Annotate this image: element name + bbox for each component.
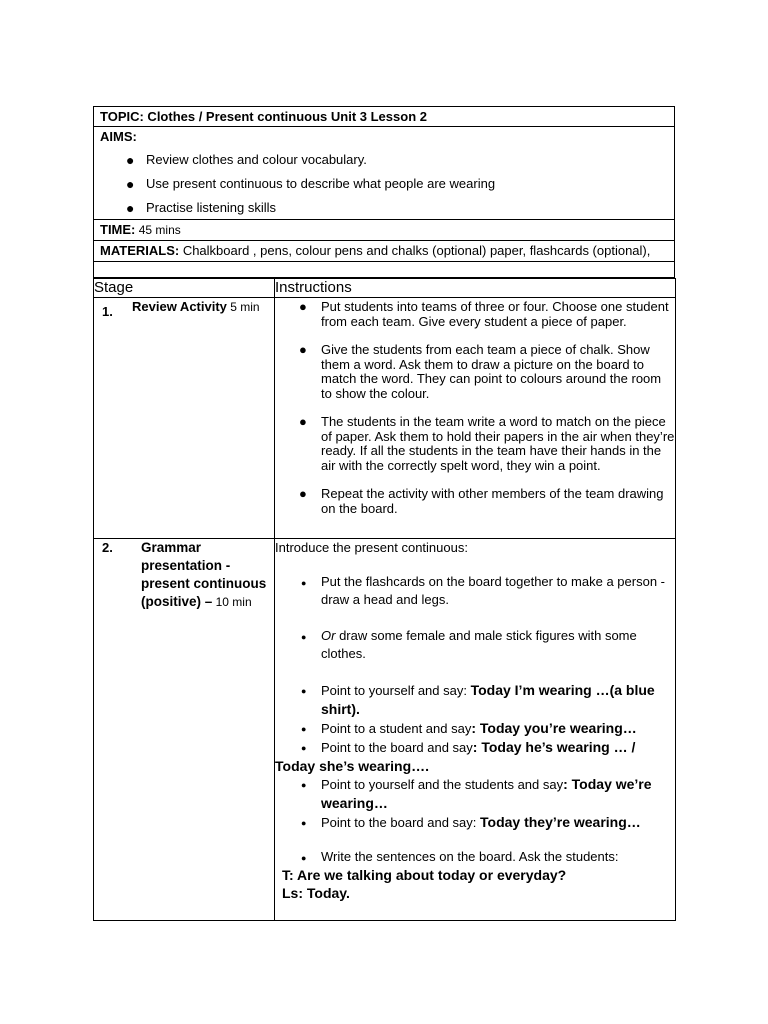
list-item: ● Repeat the activity with other members of the team drawing on the board.: [299, 486, 664, 516]
bullet-icon: ●: [126, 200, 135, 216]
continuation-text: Today she’s wearing….: [275, 758, 430, 774]
lesson-plan: [93, 106, 675, 921]
bullet-icon: ●: [299, 486, 307, 501]
bullet-icon: ●: [126, 176, 135, 192]
instructions-cell: [275, 298, 676, 539]
bullet-icon: ●: [301, 632, 307, 642]
aims-item: ● Review clothes and colour vocabulary.: [126, 152, 367, 168]
list-item: ● Point to a student and say: Today you’re wearing…: [301, 720, 637, 736]
list-item: ● Point to the board and say: Today they’re wearing…: [301, 814, 641, 830]
materials-label: MATERIALS:: [100, 243, 180, 258]
topic-row: TOPIC: Clothes / Present continuous Unit 3 Lesson 2: [94, 107, 674, 127]
list-item: ● The students in the team write a word to match on the piece of paper. Ask them to hold their papers in the air when they’re ready. If all the students in the team have their hands in the air with the correctly spelt word, they win a point.: [299, 414, 675, 473]
lesson-header-box: [93, 106, 675, 278]
materials-value: Chalkboard , pens, colour pens and chalks (optional) paper, flashcards (optional),: [179, 243, 651, 258]
bullet-icon: ●: [299, 299, 307, 314]
list-item: ● Point to yourself and the students and say: Today we’re wearing…: [301, 776, 652, 811]
stage-cell: [94, 539, 275, 921]
table-header-row: [94, 279, 676, 298]
bullet-icon: ●: [301, 686, 307, 696]
list-item: ● Or draw some female and male stick figures with some clothes.: [301, 628, 637, 661]
stage-cell: [94, 298, 275, 539]
list-item: ● Give the students from each team a piece of chalk. Show them a word. Ask them to draw a picture on the board to match the word. They can point to colours around the room to show the colour.: [299, 342, 662, 401]
stage-number: 2.: [102, 540, 113, 555]
bullet-icon: ●: [299, 342, 307, 357]
time-value: 45 mins: [135, 223, 181, 237]
aims-item: ● Practise listening skills: [126, 200, 277, 216]
aims-item: ● Use present continuous to describe what people are wearing: [126, 176, 496, 192]
intro-text: Introduce the present continuous:: [275, 540, 468, 555]
table-row: [94, 539, 676, 921]
table-row: [94, 298, 676, 539]
aims-label: AIMS:: [100, 129, 137, 144]
bullet-icon: ●: [301, 780, 307, 790]
stage-title: Grammar presentation - present continuous (positive) –: [141, 540, 267, 609]
instructions-cell: [275, 539, 676, 921]
aims-row: [94, 127, 674, 220]
list-item: ● Point to yourself and say: Today I’m wearing …(a blue shirt).: [301, 682, 655, 717]
aims-list: [100, 152, 668, 216]
bullet-icon: ●: [301, 724, 307, 734]
stage-number: 1.: [102, 304, 113, 319]
bullet-icon: ●: [301, 853, 307, 863]
bullet-icon: ●: [301, 743, 307, 753]
stage-title: Review Activity: [132, 299, 227, 314]
list-item: ● Point to the board and say: Today he’s wearing … /: [301, 739, 636, 755]
bullet-icon: ●: [301, 818, 307, 828]
list-item: ● Put students into teams of three or four. Choose one student from each team. Give every student a piece of paper.: [299, 299, 669, 329]
bullet-icon: ●: [301, 578, 307, 588]
stage-time: 5 min: [226, 300, 260, 314]
answer-text: Ls: Today.: [282, 885, 350, 901]
bullet-icon: ●: [299, 414, 307, 429]
spacer-row: [94, 262, 674, 278]
materials-row: [94, 241, 674, 262]
instructions-header: Instructions: [275, 279, 676, 298]
time-label: TIME:: [100, 222, 136, 237]
stage-time: 10 min: [212, 595, 252, 609]
question-text: T: Are we talking about today or everyday?: [282, 867, 567, 883]
list-item: ● Put the flashcards on the board together to make a person - draw a head and legs.: [301, 574, 665, 607]
bullet-icon: ●: [126, 152, 135, 168]
list-item: ● Write the sentences on the board. Ask the students:: [275, 848, 675, 866]
stages-table: [93, 278, 676, 921]
stage-header: Stage: [94, 279, 275, 298]
time-row: [94, 220, 674, 241]
